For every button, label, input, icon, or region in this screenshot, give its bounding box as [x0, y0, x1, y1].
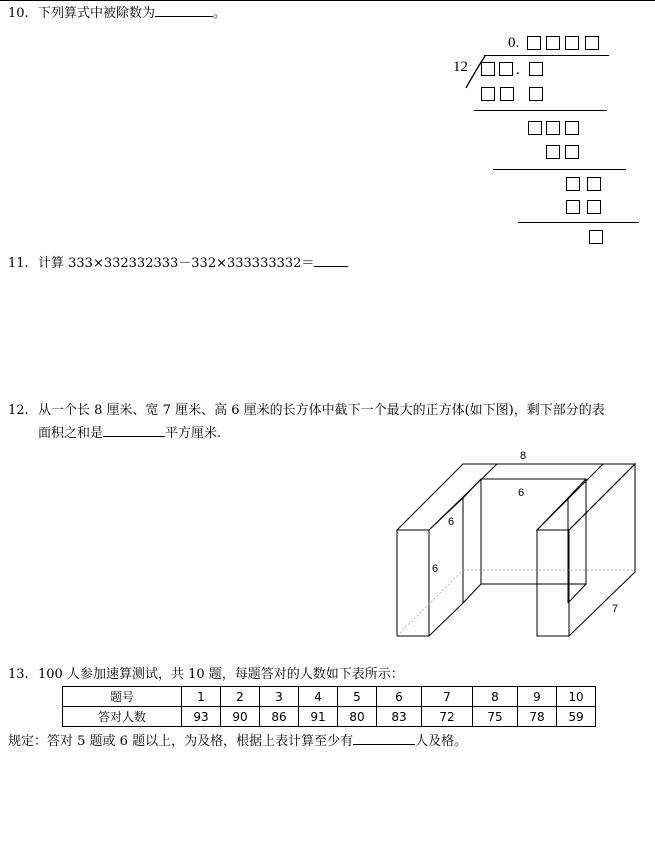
label-depth: 6	[448, 516, 455, 528]
table-cell: 78	[518, 707, 557, 727]
score-table	[62, 686, 596, 727]
divisor: 12	[453, 59, 468, 75]
table-cell: 2	[221, 687, 260, 707]
table-cell: 93	[182, 707, 221, 727]
division-bar	[484, 55, 609, 56]
answer-blank	[155, 4, 213, 17]
table-cell: 72	[422, 707, 473, 727]
table-cell: 4	[299, 687, 338, 707]
quotient-prefix: 0.	[508, 35, 520, 51]
digit-box	[546, 121, 560, 135]
answer-blank	[353, 732, 415, 745]
question-number: 10.	[8, 6, 29, 21]
label-length: 8	[520, 450, 527, 462]
row-header: 题号	[63, 687, 182, 707]
hidden-edge	[397, 570, 463, 636]
digit-box	[565, 121, 579, 135]
left-front-face	[397, 530, 429, 636]
label-width: 7	[612, 603, 619, 615]
table-cell: 8	[473, 687, 518, 707]
left-inner-edge	[429, 498, 463, 530]
cuboid-cutout-figure	[390, 446, 645, 640]
question-text: 面积之和是	[38, 426, 104, 441]
digit-box	[587, 200, 601, 214]
cutout-back-face	[481, 479, 586, 584]
question-tail: 。	[213, 6, 227, 21]
table-cell: 5	[338, 687, 377, 707]
digit-box	[481, 87, 495, 101]
answer-blank	[314, 254, 348, 267]
left-top-face	[397, 464, 497, 530]
top-rule	[0, 0, 655, 1]
digit-box	[565, 36, 579, 50]
table-cell: 83	[377, 707, 422, 727]
inner-connect	[463, 479, 481, 498]
table-cell: 91	[299, 707, 338, 727]
inner-connect	[568, 584, 586, 603]
table-cell: 59	[557, 707, 596, 727]
question-13	[8, 666, 404, 684]
table-cell: 3	[260, 687, 299, 707]
table-cell: 1	[182, 687, 221, 707]
decimal-point: .	[516, 62, 520, 78]
table-cell: 10	[557, 687, 596, 707]
question-text: 计算 333×332332333－332×333333332＝	[38, 256, 315, 271]
subtraction-line	[474, 110, 607, 111]
question-text: 从一个长 8 厘米、宽 7 厘米、高 6 厘米的长方体中截下一个最大的正方体(如下图)，剩下部分的表	[38, 403, 605, 418]
question-text: 100 人参加速算测试，共 10 题，每题答对的人数如下表所示：	[38, 667, 404, 682]
digit-box	[589, 230, 603, 244]
subtraction-line	[493, 169, 626, 170]
subtraction-line	[518, 222, 639, 223]
table-cell: 80	[338, 707, 377, 727]
answer-blank	[103, 424, 165, 437]
digit-box	[566, 177, 580, 191]
question-number: 12.	[8, 403, 29, 418]
digit-box	[529, 87, 543, 101]
digit-box	[546, 145, 560, 159]
row-header: 答对人数	[63, 707, 182, 727]
digit-box	[546, 36, 560, 50]
digit-box	[500, 87, 514, 101]
digit-box	[587, 177, 601, 191]
table-cell: 6	[377, 687, 422, 707]
question-13-rule	[8, 732, 467, 751]
rule-text: 人及格。	[415, 734, 468, 749]
label-height: 6	[432, 563, 439, 575]
digit-box	[481, 62, 495, 76]
digit-box	[499, 62, 513, 76]
question-12-line2	[38, 424, 221, 443]
digit-box	[566, 200, 580, 214]
right-inner-edge	[537, 498, 568, 530]
table-cell: 86	[260, 707, 299, 727]
table-cell: 7	[422, 687, 473, 707]
question-10	[8, 4, 226, 23]
inner-connect	[463, 584, 481, 603]
table-row	[63, 687, 596, 707]
digit-box	[529, 62, 543, 76]
table-cell: 75	[473, 707, 518, 727]
inner-connect	[568, 479, 586, 498]
question-number: 11.	[8, 256, 29, 271]
digit-box	[528, 121, 542, 135]
right-front-face	[537, 530, 569, 636]
table-cell: 90	[221, 707, 260, 727]
question-text: 平方厘米.	[165, 426, 222, 441]
question-11	[8, 254, 348, 273]
right-side-face	[569, 464, 635, 636]
digit-box	[585, 36, 599, 50]
digit-box	[527, 36, 541, 50]
rule-text: 规定：答对 5 题或 6 题以上，为及格，根据上表计算至少有	[8, 734, 354, 749]
question-number: 13.	[8, 667, 29, 682]
table-row	[63, 707, 596, 727]
digit-box	[565, 145, 579, 159]
question-12-line1	[8, 402, 605, 420]
left-bottom-edge	[429, 603, 463, 636]
table-cell: 9	[518, 687, 557, 707]
question-text: 下列算式中被除数为	[38, 6, 156, 21]
label-cube-side: 6	[518, 487, 525, 499]
